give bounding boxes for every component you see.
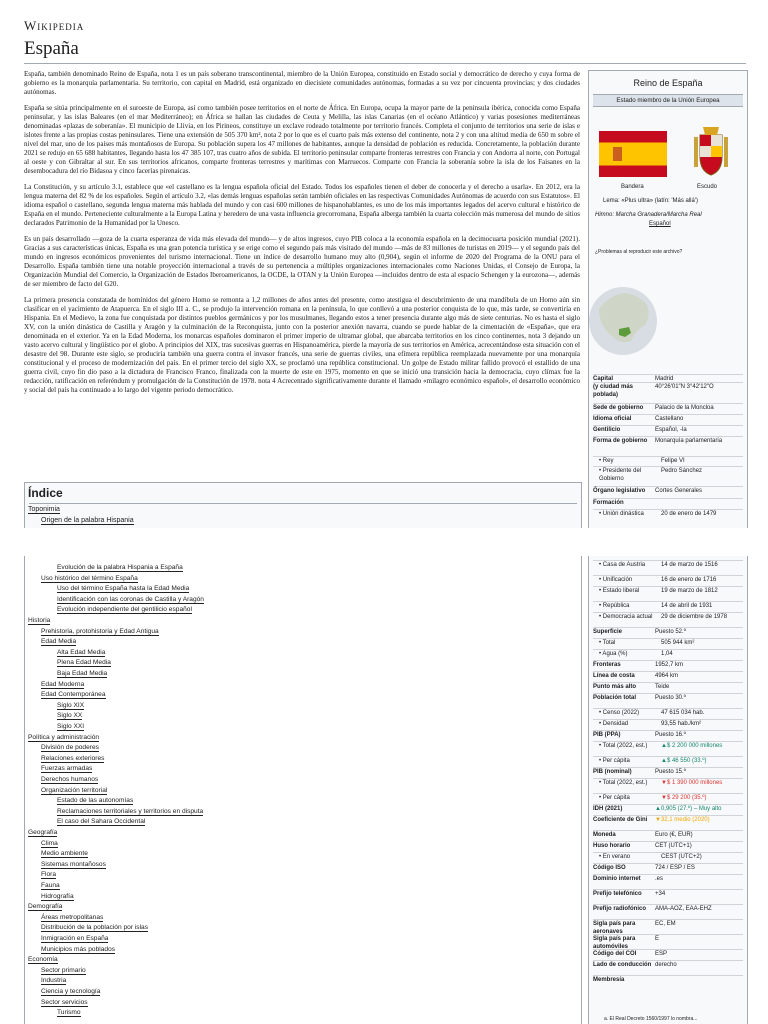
infobox-row: Huso horario CET (UTC+1) bbox=[593, 841, 743, 853]
toc-item[interactable]: Derechos humanos bbox=[41, 776, 99, 783]
infobox-row: • Total (2022, est.) ▼$ 1 390 000 millones bbox=[593, 778, 743, 794]
infobox-row: IDH (2021) ▲0,905 (27.º) – Muy alto bbox=[593, 804, 743, 816]
anthem-link[interactable]: Español bbox=[649, 221, 671, 227]
infobox-row: • Casa de Austria 14 de marzo de 1516 bbox=[593, 560, 743, 576]
infobox-row: • Estado liberal 19 de marzo de 1812 bbox=[593, 586, 743, 602]
toc-item[interactable]: Reclamaciones territoriales y territorios en disputa bbox=[57, 807, 204, 815]
article-paragraph: España se sitúa principalmente en el suroeste de Europa, así como también posee territorios en el norte de África. En Europa, ocupa la mayor parte de la península ibérica, conocida como España peninsular, y las islas Baleares (en el mar Mediterráneo); en África se hallan las ciudades de Ceuta y Melilla, las islas Canarias (en el océano Atlántico) y varias posesiones mediterráneas denominadas «plazas de soberanía». El municipio de Llivia, en los Pirineos, constituye un exclave rodeado totalmente por territorio francés. Completa el conjunto de territorios una serie de islas e islotes frente a las propias costas peninsulares. Tiene una extensión de 505 370 km², nota 2 por lo que es el cuarto país más extenso del continente, nota 2 y con una altitud media de 650 m sobre el nivel del mar, uno de los países más montañosos de Europa. Su población supera los 47 millones de habitantes, aunque la densidad de población es reducida. Concretamente, la población durante 2021 se redujo en 65 688 habitantes, llegando hasta los 47 385 107, tras cuatro años de subida. El territorio peninsular comparte fronteras terrestres con Francia y con Andorra al norte, con Portugal al oeste y con Gibraltar al sur. En sus territorios africanos, comparte fronteras terrestres y marítimas con Marruecos. Comparte con Francia la soberanía sobre la isla de los Faisanes en la desembocadura del río Bidasoa y cinco facerías pirenaicas. bbox=[24, 104, 580, 175]
toc-item[interactable]: Demografía bbox=[28, 903, 63, 911]
infobox-row: • Total (2022, est.) ▲$ 2 200 000 millones bbox=[593, 741, 743, 757]
infobox-row: • Rey Felipe VI bbox=[593, 456, 743, 465]
infobox-row: Línea de costa 4964 km bbox=[593, 671, 743, 683]
infobox-row: Población total Puesto 30.º bbox=[593, 693, 743, 709]
infobox-row: • República 14 de abril de 1931 bbox=[593, 601, 743, 613]
infobox-row: Capital Madrid bbox=[593, 374, 743, 383]
infobox-row: Prefijo radiofónico AMA-AOZ, EAA-EHZ bbox=[593, 904, 743, 920]
article-paragraph: La Constitución, y su artículo 3.1, establece que «el castellano es la lengua española oficial del Estado. Todos los españoles tienen el deber de conocerla y el derecho a usarla». En 2012, era la lengua materna del 82 % de los españoles. Según el artículo 3.2, «las demás lenguas españolas serán también oficiales en las respectivas Comunidades Autónomas de acuerdo con sus Estatutos». El idioma español o castellano, segunda lengua materna más hablada del mundo y con casi 600 millones de hispanohablantes, es uno de los más importantes legados del acervo cultural e histórico de España en el mundo. Perteneciente culturalmente a la Europa Latina y heredero de una vasta influencia grecorromana, España alberga también la cuarta colección más numerosa del mundo de sitios declarados Patrimonio de la Humanidad por la Unesco. bbox=[24, 183, 580, 227]
toc-item[interactable]: Edad Media bbox=[41, 638, 77, 646]
infobox-row: Código del COI ESP bbox=[593, 949, 743, 961]
location-globe-map[interactable] bbox=[589, 271, 657, 371]
article-body bbox=[24, 70, 580, 402]
infobox-row: • Per cápita ▼$ 29 200 (35.º) bbox=[593, 793, 743, 805]
infobox-row: PIB (PPA) Puesto 16.º bbox=[593, 730, 743, 742]
toc-item[interactable]: Siglo XXI bbox=[57, 723, 85, 730]
article-paragraph: La primera presencia constatada de homínidos del género Homo se remonta a 1,2 millones de años antes del presente, como atestigua el descubrimiento de una mandíbula de un Homo aún sin clasificar en el yacimiento de Atapuerca. En el siglo III a. C., se produjo la intervención romana en la península, lo que conllevó a una posterior conquista de lo que, más tarde, se convertiría en Hispania. En el Medievo, la zona fue conquistada por distintos pueblos germánicos y por los musulmanes, llegando estos a tener presencia durante algo más de siete centurias. No es hasta el siglo XV, con la unión dinástica de Castilla y Aragón y la culminación de la Reconquista, junto con la posterior anexión navarra, cuando se puede hablar de la cimentación de «España», que era denominada en el exterior. Ya en la Edad Moderna, los monarcas españoles dominaron el primer imperio de ultramar global, que abarcaba territorios en los cinco continentes, nota 3 dejando un vasto acervo cultural y lingüístico por el globo. A principios del XIX, tras sucesivas guerras en Hispanoamérica, pierde la mayoría de sus territorios en América, acrecentándose esta situación con el desastre del 98. Durante este siglo, se produciría también una guerra contra el invasor francés, una serie de guerras civiles, una efímera república reemplazada nuevamente por una monarquía constitucional y el proceso de modernización del país. En el primer tercio del siglo XX, se proclamó una república constitucional. Un golpe de Estado militar fallido provocó el estallido de una guerra civil, cuyo fin dio paso a la dictadura de Francisco Franco, finalizada con la muerte de este en 1975, momento en que se inició una transición hacia la democracia, cuyo clímax fue la redacción, ratificación en referéndum y promulgación de la Constitución de 1978. nota 4 Acrecentado significativamente durante el llamado «milagro económico español», el desarrollo económico y social del país ha continuado a lo largo del vigente periodo democrático. bbox=[24, 296, 580, 394]
infobox-row: • Total 505 944 km² bbox=[593, 638, 743, 650]
toc-title: Índice bbox=[28, 486, 63, 500]
toc-item[interactable]: Prehistoria, protohistoria y Edad Antigua bbox=[41, 627, 159, 635]
infobox-row: • Censo (2022) 47 615 034 hab. bbox=[593, 708, 743, 720]
toc-item[interactable]: Uso histórico del término España bbox=[41, 574, 138, 582]
toc-item[interactable]: Clima bbox=[41, 839, 58, 847]
infobox-row: Dominio internet .es bbox=[593, 874, 743, 890]
toc-item[interactable]: Edad Moderna bbox=[41, 680, 85, 688]
infobox-row: Formación bbox=[593, 498, 743, 507]
toc-item[interactable]: Inmigración en España bbox=[41, 935, 109, 942]
infobox-row: Órgano legislativo Cortes Generales bbox=[593, 486, 743, 495]
infobox-footnote: a. El Real Decreto 1560/1997 lo nombra... bbox=[604, 1016, 698, 1022]
toc-item[interactable]: Relaciones exteriores bbox=[41, 754, 105, 762]
toc-item[interactable]: Geografía bbox=[28, 829, 58, 836]
anthem-text: Himno: Marcha Granadera/Marcha Real bbox=[595, 212, 702, 218]
toc-item[interactable]: Sistemas montañosos bbox=[41, 860, 106, 868]
toc-item[interactable]: Estado de las autonomías bbox=[57, 797, 134, 805]
infobox-row: (y ciudad más poblada) 40°26′01″N 3°42′12″O bbox=[593, 382, 743, 399]
infobox-row: PIB (nominal) Puesto 15.º bbox=[593, 767, 743, 779]
table-of-contents-continued bbox=[24, 556, 582, 1024]
infobox-row: Coeficiente de Gini ▼32,1 medio (2020) bbox=[593, 815, 743, 831]
infobox-row: Prefijo telefónico +34 bbox=[593, 889, 743, 905]
toc-item[interactable]: Plena Edad Media bbox=[57, 659, 111, 667]
infobox-row: Moneda Euro (€, EUR) bbox=[593, 830, 743, 842]
infobox-row: Fronteras 1952,7 km bbox=[593, 660, 743, 672]
article-paragraph: España, también denominado Reino de España, nota 1 es un país soberano transcontinental, miembro de la Unión Europea, constituido en Estado social y democrático de derecho y cuya forma de gobierno es la monarquía parlamentaria. Su territorio, con capital en Madrid, está organizado en diecisiete comunidades autónomas, formadas a su vez por cincuenta provincias; y dos ciudades autónomas. bbox=[24, 70, 580, 96]
infobox-row: Sigla país para aeronaves EC, EM bbox=[593, 919, 743, 935]
infobox-row: Idioma oficial Castellano bbox=[593, 414, 743, 423]
toc-item[interactable]: Sector primario bbox=[41, 966, 86, 974]
toc-item[interactable]: Identificación con las coronas de Castilla y Aragón bbox=[57, 595, 204, 603]
infobox-row: • Per cápita ▲$ 46 550 (33.º) bbox=[593, 756, 743, 768]
title-divider bbox=[24, 63, 746, 64]
coat-of-arms-image[interactable] bbox=[691, 123, 731, 179]
toc-item[interactable]: Origen de la palabra Hispania bbox=[41, 517, 134, 524]
infobox-row: Punto más alto Teide bbox=[593, 682, 743, 694]
infobox-row: Gentilicio Español, -la bbox=[593, 425, 743, 434]
toc-item[interactable]: Áreas metropolitanas bbox=[41, 913, 104, 921]
toc-item[interactable]: Turismo bbox=[57, 1009, 81, 1017]
infobox-row: Superficie Puesto 52.º bbox=[593, 627, 743, 639]
toc-item[interactable]: El caso del Sahara Occidental bbox=[57, 818, 146, 826]
toc-item[interactable]: Edad Contemporánea bbox=[41, 691, 106, 699]
toc-item[interactable]: Fuerzas armadas bbox=[41, 765, 93, 773]
infobox-row: • Unificación 16 de enero de 1716 bbox=[593, 575, 743, 587]
toc-item[interactable]: Baja Edad Media bbox=[57, 670, 108, 677]
infobox-row: Forma de gobierno Monarquía parlamentaria bbox=[593, 436, 743, 445]
infobox-row: Membresía bbox=[593, 975, 743, 987]
toc-item[interactable]: Historia bbox=[28, 617, 51, 624]
toc-item[interactable]: Sector servicios bbox=[41, 998, 88, 1006]
page-gap bbox=[0, 528, 768, 556]
toc-item[interactable]: Ciencia y tecnología bbox=[41, 988, 101, 995]
infobox-row: • Unión dinástica 20 de enero de 1479 bbox=[593, 509, 743, 518]
page-title: España bbox=[24, 38, 79, 59]
infobox-row: Sigla país para automóviles E bbox=[593, 934, 743, 950]
toc-item[interactable]: Industria bbox=[41, 977, 67, 985]
toc-item[interactable]: Flora bbox=[41, 871, 57, 879]
infobox-row: • Presidente del Gobierno Pedro Sánchez bbox=[593, 466, 743, 483]
flag-caption[interactable]: Bandera bbox=[621, 184, 644, 190]
infobox-row: • Densidad 93,55 hab./km² bbox=[593, 719, 743, 731]
toc-item[interactable]: Siglo XIX bbox=[57, 701, 85, 709]
toc-item[interactable]: Hidrografía bbox=[41, 892, 74, 900]
toc-item[interactable]: Distribución de la población por islas bbox=[41, 924, 149, 932]
toc-item[interactable]: Evolución de la palabra Hispania a España bbox=[57, 564, 183, 571]
toc-item[interactable]: Organización territorial bbox=[41, 786, 108, 794]
infobox bbox=[588, 70, 748, 528]
toc-item[interactable]: Toponimia bbox=[28, 506, 60, 513]
infobox-row: Sede de gobierno Palacio de la Moncloa bbox=[593, 403, 743, 412]
motto-text: Lema: «Plus ultra» (latín: 'Más allá') bbox=[603, 198, 698, 204]
toc-item[interactable]: Alta Edad Media bbox=[57, 648, 106, 656]
toc-item[interactable]: Siglo XX bbox=[57, 712, 83, 720]
infobox-row: • Agua (%) 1,04 bbox=[593, 649, 743, 661]
infobox-title: Reino de España bbox=[633, 78, 703, 88]
spain-flag-image[interactable] bbox=[599, 131, 667, 177]
toc-item[interactable]: Política y administración bbox=[28, 733, 100, 741]
table-of-contents bbox=[24, 482, 582, 528]
infobox-row: • En verano CEST (UTC+2) bbox=[593, 852, 743, 864]
coat-caption[interactable]: Escudo bbox=[697, 184, 718, 190]
toc-item[interactable]: División de poderes bbox=[41, 744, 99, 752]
article-paragraph: Es un país desarrollado —goza de la cuarta esperanza de vida más elevada del mundo— y de altos ingresos, cuyo PIB coloca a la economía española en la decimocuarta posición mundial (2021). Gracias a sus características únicas, España es una gran potencia turística y se erige como el segundo país más visitado del mundo —más de 83 millones de turistas en 2019— y el segundo país del mundo en ingresos económicos provenientes del turismo internacional. Tiene un índice de desarrollo humano muy alto (0,904), según el informe de 2020 del Programa de la ONU para el Desarrollo. España también tiene una notable proyección internacional a través de su pertenencia a múltiples organizaciones internacionales como Naciones Unidas, el Consejo de Europa, la Organización Mundial del Comercio, la Organización de Estados Iberoamericanos, la OCDE, la OTAN y la Unión Europea —incluidos dentro de esta al espacio Schengen y la eurozona—, además de ser miembro de facto del G20. bbox=[24, 235, 580, 288]
infobox-row: Código ISO 724 / ESP / ES bbox=[593, 863, 743, 875]
wikipedia-brand[interactable]: Wikipedia bbox=[24, 18, 85, 33]
infobox-continued bbox=[588, 556, 748, 1024]
toc-item[interactable]: Uso del término España hasta la Edad Media bbox=[57, 585, 190, 593]
toc-item[interactable]: Fauna bbox=[41, 882, 60, 889]
toc-item[interactable]: Evolución independiente del gentilicio español bbox=[57, 606, 192, 614]
infobox-row: Lado de conducción derecho bbox=[593, 960, 743, 976]
infobox-row: • Democracia actual 29 de diciembre de 1978 bbox=[593, 612, 743, 628]
infobox-subtitle: Estado miembro de la Unión Europea bbox=[593, 94, 743, 107]
toc-item[interactable]: Medio ambiente bbox=[41, 850, 88, 858]
audio-help-link[interactable]: ¿Problemas al reproducir este archivo? bbox=[595, 249, 683, 255]
toc-item[interactable]: Municipios más poblados bbox=[41, 945, 116, 953]
page-two bbox=[0, 556, 768, 1024]
toc-item[interactable]: Economía bbox=[28, 956, 58, 964]
